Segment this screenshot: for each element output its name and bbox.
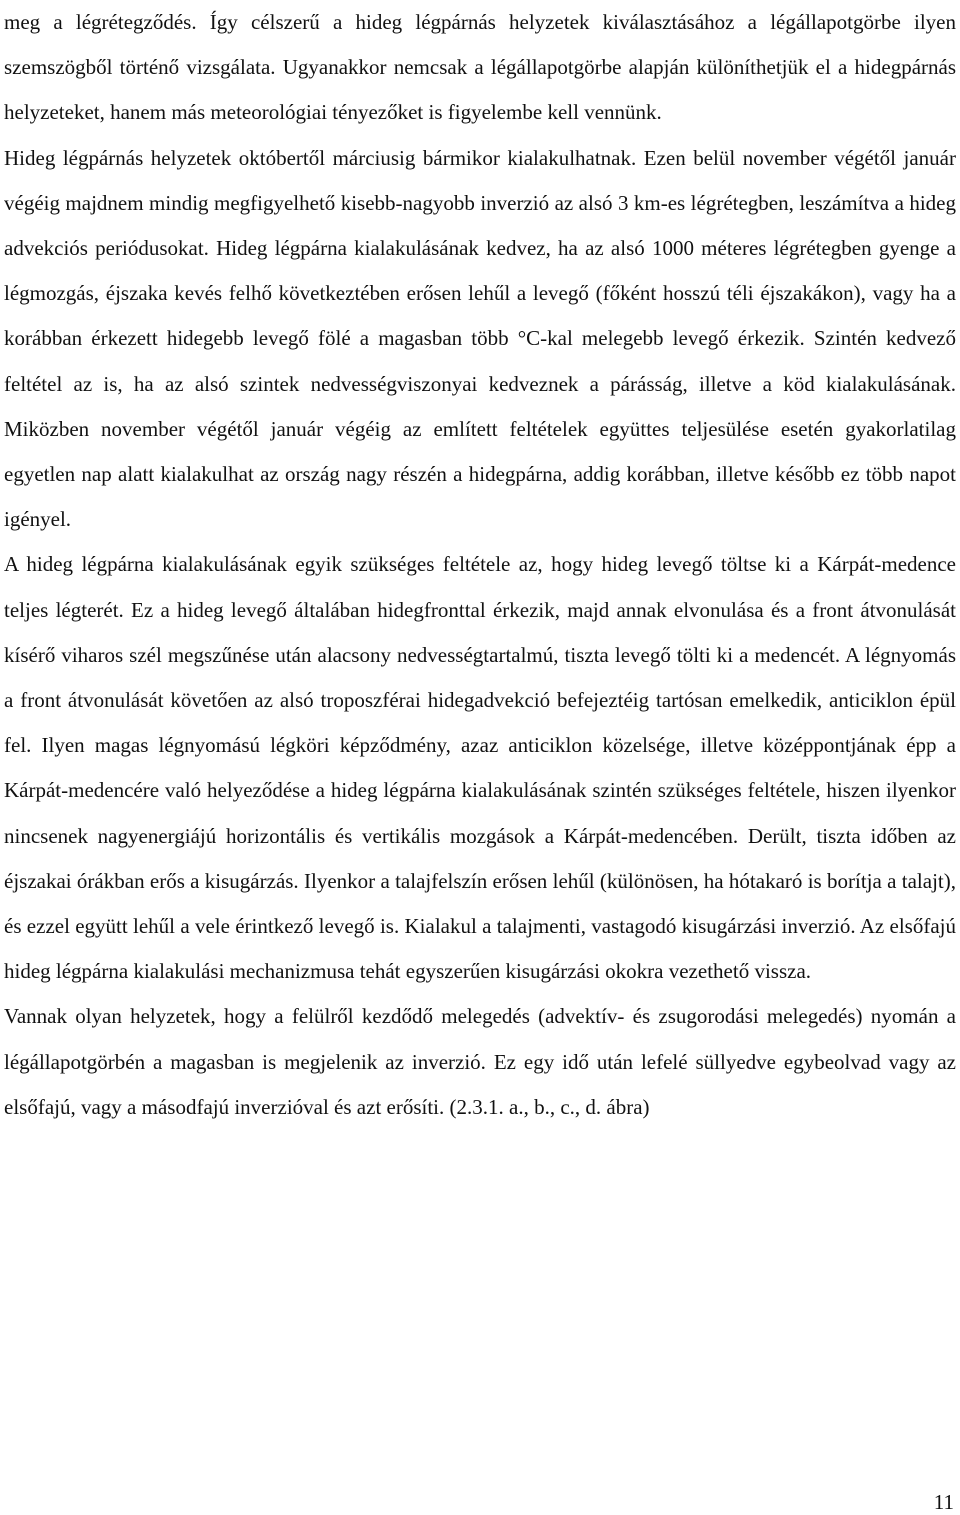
paragraph-formation-requirements: A hideg légpárna kialakulásának egyik szükséges feltétele az, hogy hideg levegő töltse ki a Kárpát-medence teljes légterét. Ez a hideg levegő általában hidegfronttal érkezik, majd annak elvonulása és a front átvonulását kísérő viharos szél megszűnése után alacsony nedvességtartalmú, tiszta levegő tölti ki a medencét. A légnyomás a front átvonulását követően az alsó troposzférai hidegadvekció befejeztéig tartósan emelkedik, anticiklon épül fel. Ilyen magas légnyomású légköri képződmény, azaz anticiklon közelsége, illetve középpontjának épp a Kárpát-medencére való helyeződése a hideg légpárna kialakulásának szintén szükséges feltétele, hiszen ilyenkor nincsenek nagyenergiájú horizontális és vertikális mozgások a Kárpát-medencében. Derült, tiszta időben az éjszakai órákban erős a kisugárzás. Ilyenkor a talajfelszín erősen lehűl (különösen, ha hótakaró is borítja a talajt), és ezzel együtt lehűl a vele érintkező levegő is. Kialakul a talajmenti, vastagodó kisugárzási inverzió. Az elsőfajú hideg légpárna kialakulási mechanizmusa tehát egyszerűen kisugárzási okokra vezethető vissza. <box>4 552 956 984</box>
paragraph-continuation: meg a légrétegződés. Így célszerű a hideg légpárnás helyzetek kiválasztásához a légállapotgörbe ilyen szemszögből történő vizsgálata. Ugyanakkor nemcsak a légállapotgörbe alapján különíthetjük el a hidegpárnás helyzeteket, hanem más meteorológiai tényezőket is figyelembe kell vennünk. <box>4 10 956 125</box>
document-page <box>4 0 956 1130</box>
paragraph-warming-inversion: Vannak olyan helyzetek, hogy a felülről kezdődő melegedés (advektív- és zsugorodási melegedés) nyomán a légállapotgörbén a magasban is megjelenik az inverzió. Ez egy idő után lefelé süllyedve egybeolvad vagy az elsőfajú, vagy a másodfajú inverzióval és azt erősíti. (2.3.1. a., b., c., d. ábra) <box>4 1004 956 1119</box>
page-number: 11 <box>933 1490 954 1514</box>
paragraph-cold-air-pool-conditions: Hideg légpárnás helyzetek októbertől márciusig bármikor kialakulhatnak. Ezen belül november végétől január végéig majdnem mindig megfigyelhető kisebb-nagyobb inverzió az alsó 3 km-es légrétegben, leszámítva a hideg advekciós periódusokat. Hideg légpárna kialakulásának kedvez, ha az alsó 1000 méteres légrétegben gyenge a légmozgás, éjszaka kevés felhő következtében erősen lehűl a levegő (főként hosszú téli éjszakákon), vagy ha a korábban érkezett hidegebb levegő fölé a magasban több °C-kal melegebb levegő érkezik. Szintén kedvező feltétel az is, ha az alsó szintek nedvességviszonyai kedveznek a párásság, illetve a köd kialakulásának. Miközben november végétől január végéig az említett feltételek együttes teljesülése esetén gyakorlatilag egyetlen nap alatt kialakulhat az ország nagy részén a hidegpárna, addig korábban, illetve később ez több napot igényel. <box>4 145 956 532</box>
